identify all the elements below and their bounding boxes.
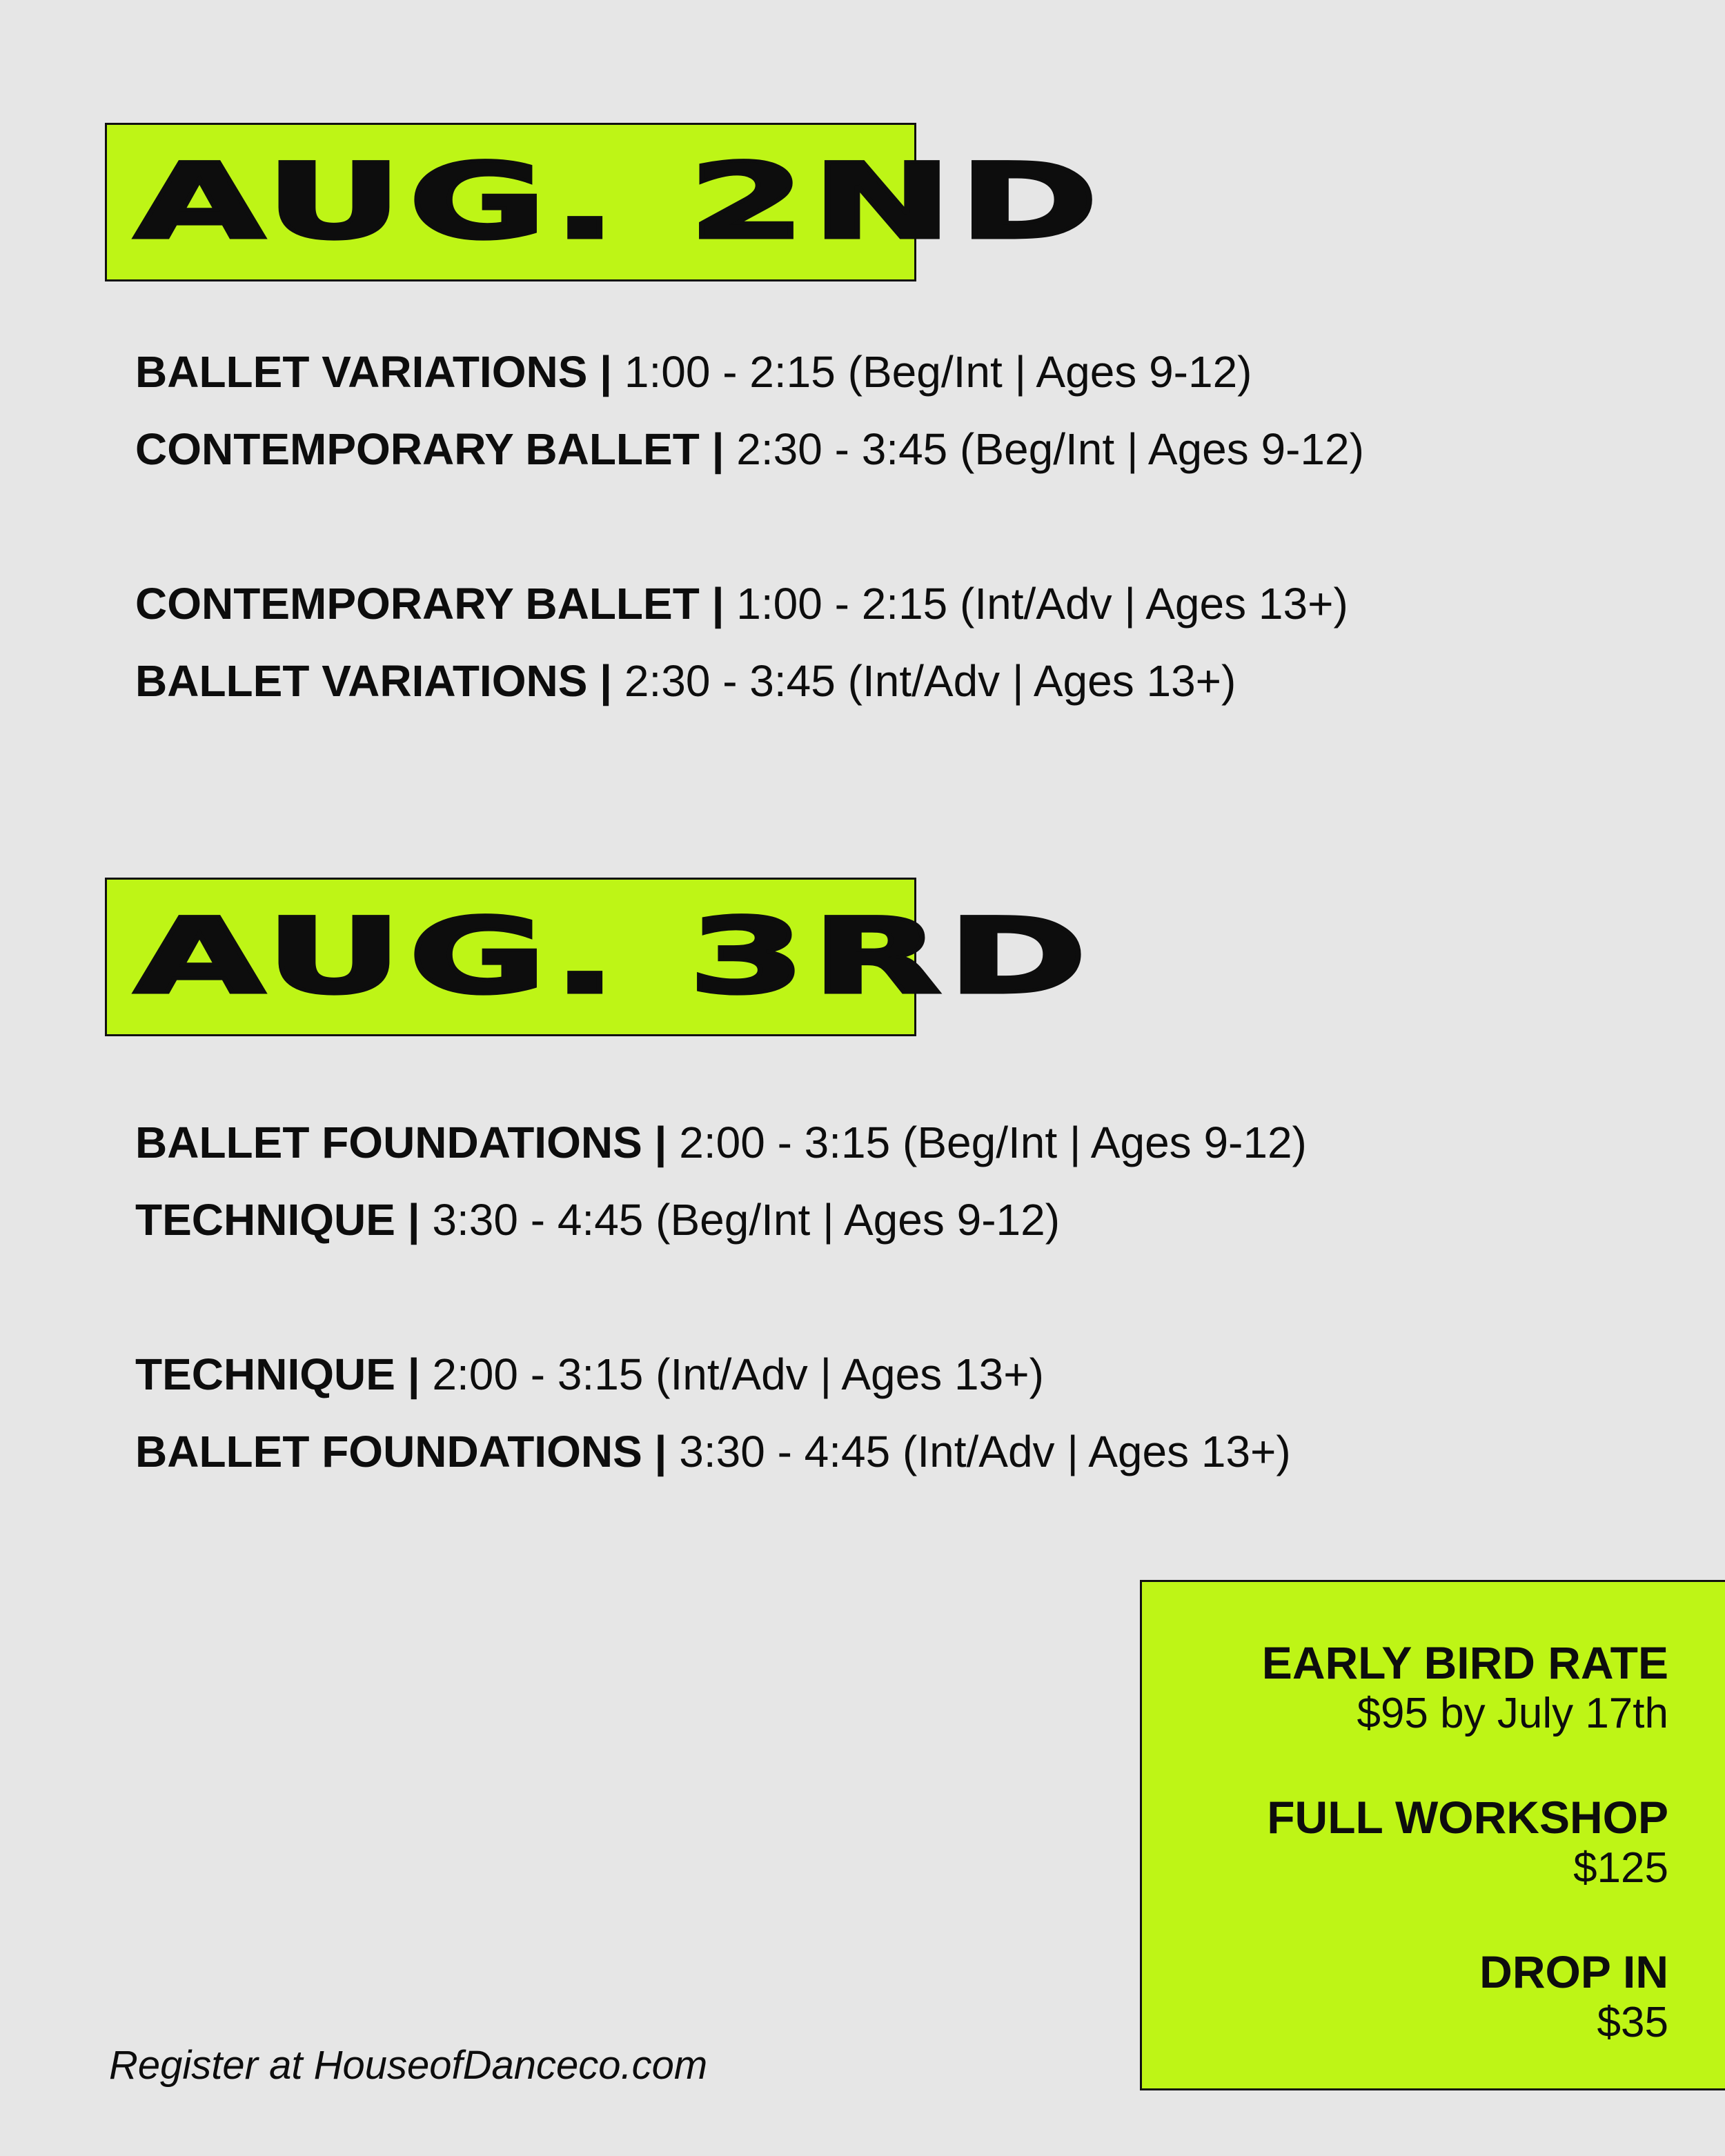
class-row <box>135 411 1364 488</box>
schedule-aug-3 <box>135 1104 1307 1490</box>
price-value: $35 <box>1597 1999 1668 2046</box>
price-title: EARLY BIRD RATE <box>1261 1637 1668 1688</box>
class-name: BALLET FOUNDATIONS <box>135 1118 642 1167</box>
date-heading: AUG. 3RD <box>135 897 1094 1017</box>
class-group-beg-int <box>135 1104 1307 1258</box>
class-row <box>135 1336 1307 1413</box>
class-time-detail: 2:30 - 3:45 (Beg/Int | Ages 9-12) <box>736 424 1364 474</box>
date-banner-aug-2 <box>105 123 1105 281</box>
class-separator: | <box>407 1349 420 1399</box>
price-title: FULL WORKSHOP <box>1267 1792 1668 1843</box>
class-row <box>135 565 1364 642</box>
class-group-beg-int <box>135 333 1364 488</box>
class-row <box>135 333 1364 411</box>
class-time-detail: 3:30 - 4:45 (Beg/Int | Ages 9-12) <box>432 1195 1060 1245</box>
pricing-panel <box>1140 1580 1725 2090</box>
class-row <box>135 1181 1307 1258</box>
class-name: BALLET FOUNDATIONS <box>135 1427 642 1476</box>
class-name: CONTEMPORARY BALLET <box>135 424 700 474</box>
class-row <box>135 1413 1307 1490</box>
class-row <box>135 642 1364 720</box>
class-time-detail: 2:00 - 3:15 (Beg/Int | Ages 9-12) <box>679 1118 1307 1167</box>
class-separator: | <box>711 579 724 629</box>
price-early-bird <box>1142 1637 1668 1739</box>
class-name: TECHNIQUE <box>135 1349 395 1399</box>
register-note: Register at HouseofDanceco.com <box>109 2043 708 2088</box>
class-separator: | <box>711 424 724 474</box>
class-time-detail: 1:00 - 2:15 (Beg/Int | Ages 9-12) <box>624 347 1252 397</box>
price-value: $95 by July 17th <box>1357 1690 1668 1737</box>
price-value: $125 <box>1573 1844 1668 1892</box>
class-group-int-adv <box>135 565 1364 720</box>
class-time-detail: 3:30 - 4:45 (Int/Adv | Ages 13+) <box>679 1427 1291 1476</box>
class-group-int-adv <box>135 1336 1307 1490</box>
class-separator: | <box>654 1118 667 1167</box>
schedule-aug-2 <box>135 333 1364 720</box>
class-time-detail: 2:30 - 3:45 (Int/Adv | Ages 13+) <box>624 656 1236 706</box>
class-separator: | <box>654 1427 667 1476</box>
class-separator: | <box>407 1195 420 1245</box>
class-name: BALLET VARIATIONS <box>135 656 588 706</box>
class-separator: | <box>600 656 613 706</box>
class-name: BALLET VARIATIONS <box>135 347 588 397</box>
class-name: CONTEMPORARY BALLET <box>135 579 700 629</box>
class-time-detail: 1:00 - 2:15 (Int/Adv | Ages 13+) <box>736 579 1348 629</box>
date-heading: AUG. 2ND <box>135 142 1105 262</box>
price-full-workshop <box>1142 1792 1668 1894</box>
class-name: TECHNIQUE <box>135 1195 395 1245</box>
price-drop-in <box>1142 1946 1668 2048</box>
class-time-detail: 2:00 - 3:15 (Int/Adv | Ages 13+) <box>432 1349 1044 1399</box>
class-separator: | <box>600 347 613 397</box>
date-banner-aug-3 <box>105 878 1094 1036</box>
class-row <box>135 1104 1307 1181</box>
price-title: DROP IN <box>1479 1946 1668 1997</box>
